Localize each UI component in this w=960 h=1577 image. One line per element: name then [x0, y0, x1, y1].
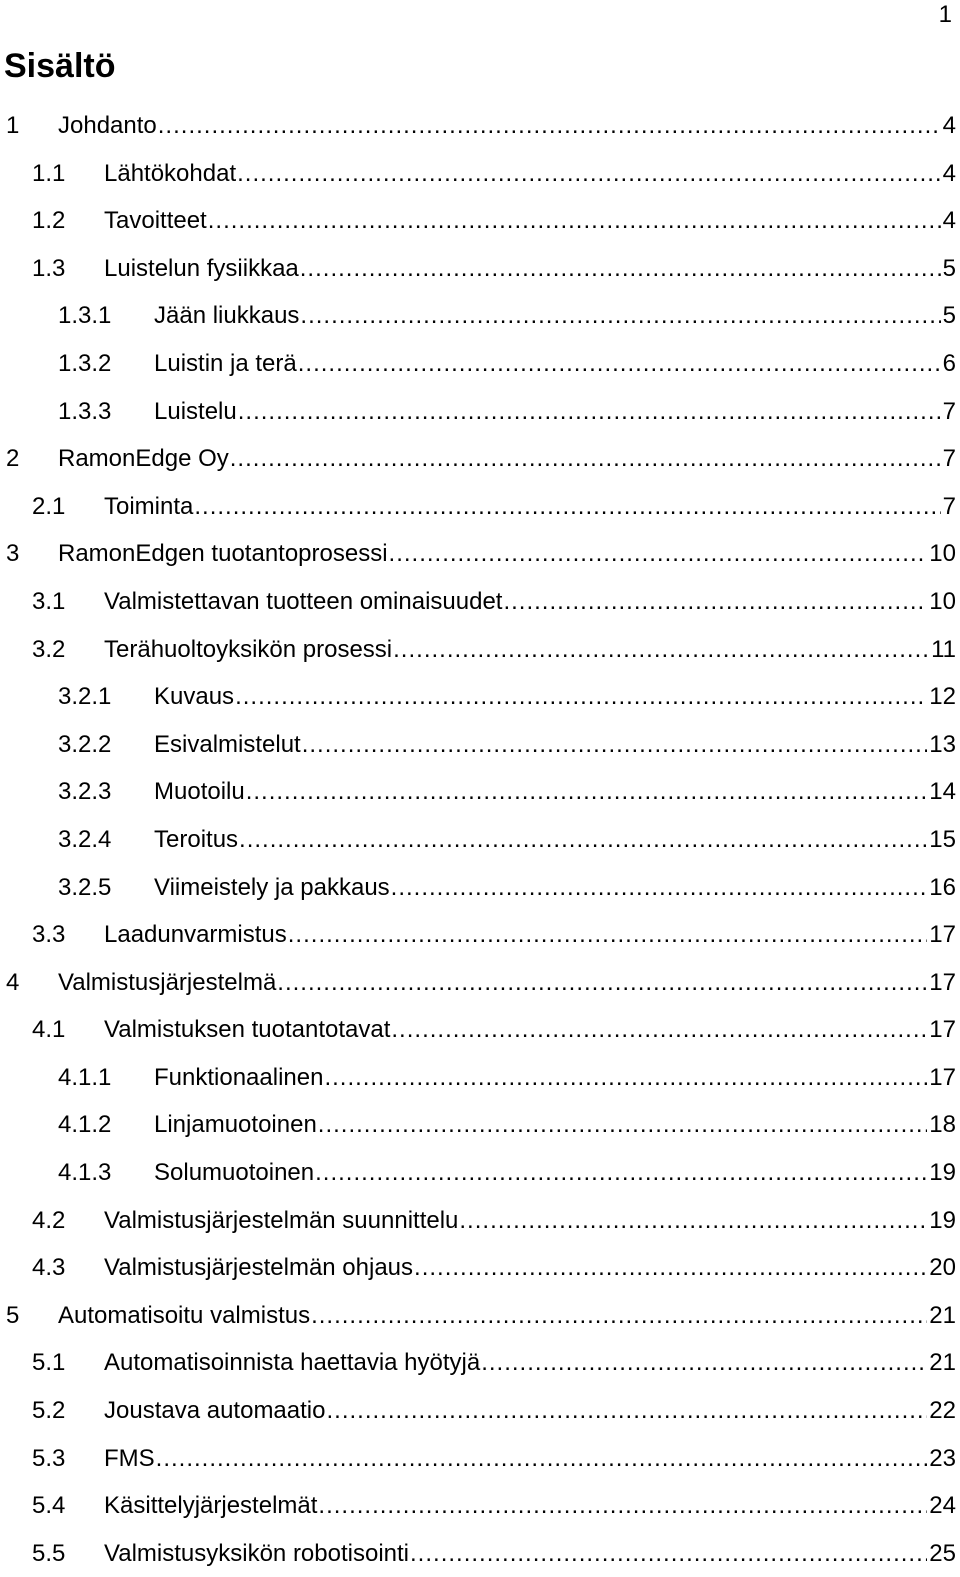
toc-entry[interactable] — [0, 1054, 960, 1102]
toc-entry-line — [104, 1339, 956, 1387]
toc-entry[interactable] — [0, 102, 960, 150]
toc-entry-line — [104, 911, 956, 959]
toc-entry-number: 1.1 — [32, 159, 66, 187]
toc-entry-page: 23 — [929, 1444, 956, 1472]
toc-entry[interactable] — [0, 578, 960, 626]
toc-entry[interactable] — [0, 626, 960, 674]
toc-entry-number: 5.3 — [32, 1444, 66, 1472]
toc-entry[interactable] — [0, 1006, 960, 1054]
toc-entry-title: Automatisoitu valmistus — [58, 1301, 311, 1329]
toc-entry-number: 5 — [6, 1301, 20, 1329]
toc-dot-leader — [237, 150, 941, 198]
toc-entry[interactable] — [0, 1387, 960, 1435]
toc-entry-title: Tavoitteet — [104, 207, 207, 235]
toc-entry[interactable] — [0, 1339, 960, 1387]
toc-entry-page: 4 — [942, 159, 956, 187]
toc-entry[interactable] — [0, 245, 960, 293]
toc-entry-page: 4 — [942, 207, 956, 235]
toc-entry[interactable] — [0, 1435, 960, 1483]
toc-entry-page: 17 — [929, 921, 956, 949]
toc-entry[interactable] — [0, 911, 960, 959]
toc-entry-line — [104, 578, 956, 626]
toc-entry-page: 10 — [929, 540, 956, 568]
toc-entry-title: Valmistettavan tuotteen ominaisuudet — [104, 587, 503, 615]
toc-entry-line — [154, 1054, 956, 1102]
toc-entry-line — [104, 1006, 956, 1054]
toc-entry-line — [154, 673, 956, 721]
toc-entry-page: 11 — [931, 635, 956, 663]
toc-entry-line — [154, 768, 956, 816]
toc-dot-leader — [194, 483, 940, 531]
toc-entry-title: Joustava automaatio — [104, 1397, 326, 1425]
toc-dot-leader — [391, 864, 928, 912]
toc-dot-leader — [459, 1197, 927, 1245]
toc-entry-number: 3 — [6, 540, 20, 568]
toc-entry-page: 6 — [942, 349, 956, 377]
toc-entry-number: 1.2 — [32, 207, 66, 235]
toc-entry-line — [58, 102, 956, 150]
toc-entry-number: 3.1 — [32, 587, 66, 615]
toc-entry-page: 14 — [929, 778, 956, 806]
toc-entry-number: 3.2.2 — [58, 730, 112, 758]
toc-entry-number: 3.2.5 — [58, 873, 112, 901]
toc-entry-number: 2 — [6, 445, 20, 473]
toc-entry-number: 3.2.4 — [58, 825, 112, 853]
toc-entry[interactable] — [0, 388, 960, 436]
toc-entry[interactable] — [0, 435, 960, 483]
toc-entry[interactable] — [0, 1530, 960, 1577]
toc-entry-line — [104, 150, 956, 198]
toc-entry-page: 17 — [929, 1063, 956, 1091]
toc-entry-number: 5.2 — [32, 1397, 66, 1425]
toc-entry-title: RamonEdge Oy — [58, 445, 229, 473]
toc-dot-leader — [238, 388, 941, 436]
toc-entry-line — [104, 1435, 956, 1483]
toc-entry-number: 1 — [6, 112, 20, 139]
toc-entry-number: 4.3 — [32, 1254, 66, 1282]
toc-entry-title: Valmistusjärjestelmän ohjaus — [104, 1254, 414, 1282]
toc-entry-number: 3.2.1 — [58, 683, 112, 711]
toc-entry-title: Automatisoinnista haettavia hyötyjä — [104, 1349, 481, 1377]
toc-dot-leader — [311, 1292, 927, 1340]
toc-entry[interactable] — [0, 1244, 960, 1292]
toc-entry-line — [154, 292, 956, 340]
toc-entry-page: 5 — [942, 302, 956, 330]
toc-entry-page: 7 — [942, 445, 956, 473]
toc-entry-title: Valmistusyksikön robotisointi — [104, 1539, 410, 1567]
toc-entry[interactable] — [0, 340, 960, 388]
toc-entry[interactable] — [0, 721, 960, 769]
toc-dot-leader — [277, 959, 927, 1007]
toc-entry-line — [154, 816, 956, 864]
toc-dot-leader — [393, 626, 929, 674]
toc-entry-number: 4.1.1 — [58, 1063, 112, 1091]
toc-entry-number: 3.2 — [32, 635, 66, 663]
toc-entry-page: 25 — [929, 1539, 956, 1567]
toc-entry[interactable] — [0, 673, 960, 721]
toc-entry-line — [104, 197, 956, 245]
toc-entry[interactable] — [0, 292, 960, 340]
toc-entry-line — [104, 626, 956, 674]
toc-entry-number: 5.1 — [32, 1349, 66, 1377]
toc-entry-line — [58, 1292, 956, 1340]
toc-dot-leader — [246, 768, 928, 816]
toc-entry-page: 12 — [929, 683, 956, 711]
toc-entry-title: Valmistusjärjestelmä — [58, 968, 277, 996]
toc-entry-title: Jään liukkaus — [154, 302, 300, 330]
toc-entry-title: Valmistuksen tuotantotavat — [104, 1016, 391, 1044]
toc-entry-title: Lähtökohdat — [104, 159, 237, 187]
toc-entry-line — [104, 245, 956, 293]
toc-entry-title: Luistin ja terä — [154, 349, 297, 377]
toc-entry-page: 5 — [942, 254, 956, 282]
toc-entry[interactable] — [0, 864, 960, 912]
toc-entry-title: Laadunvarmistus — [104, 921, 287, 949]
toc-entry-page: 13 — [929, 730, 956, 758]
toc-dot-leader — [156, 1435, 928, 1483]
toc-entry-line — [154, 721, 956, 769]
toc-dot-leader — [300, 245, 941, 293]
toc-entry-page: 4 — [942, 112, 956, 139]
toc-entry-number: 4 — [6, 968, 20, 996]
toc-entry-line — [58, 530, 956, 578]
toc-entry-line — [154, 340, 956, 388]
toc-entry-page: 16 — [929, 873, 956, 901]
toc-entry-line — [104, 1387, 956, 1435]
toc-entry-line — [58, 435, 956, 483]
toc-entry-title: FMS — [104, 1444, 155, 1472]
toc-entry-title: Toiminta — [104, 492, 194, 520]
toc-entry-page: 17 — [929, 1016, 956, 1044]
toc-dot-leader — [208, 197, 941, 245]
toc-dot-leader — [230, 435, 941, 483]
toc-entry-title: Muotoilu — [154, 778, 245, 806]
toc-entry-title: Esivalmistelut — [154, 730, 301, 758]
toc-entry[interactable] — [0, 150, 960, 198]
toc-dot-leader — [324, 1054, 927, 1102]
toc-entry[interactable] — [0, 816, 960, 864]
toc-entry[interactable] — [0, 959, 960, 1007]
toc-entry[interactable] — [0, 768, 960, 816]
toc-entry[interactable] — [0, 1292, 960, 1340]
toc-entry-number: 5.4 — [32, 1492, 66, 1520]
toc-entry-page: 21 — [929, 1301, 956, 1329]
toc-entry-number: 5.5 — [32, 1539, 66, 1567]
toc-dot-leader — [315, 1149, 927, 1197]
toc-entry-line — [154, 864, 956, 912]
toc-entry-number: 1.3.3 — [58, 397, 112, 425]
toc-entry-page: 24 — [929, 1492, 956, 1520]
toc-entry-title: Valmistusjärjestelmän suunnittelu — [104, 1206, 459, 1234]
toc-dot-leader — [389, 530, 928, 578]
toc-entry[interactable] — [0, 197, 960, 245]
toc-entry-line — [104, 1244, 956, 1292]
toc-entry-page: 7 — [942, 492, 956, 520]
toc-entry-title: Luistelun fysiikkaa — [104, 254, 299, 282]
toc-entry-line — [154, 1149, 956, 1197]
toc-entry-page: 21 — [929, 1349, 956, 1377]
toc-entry-number: 3.2.3 — [58, 778, 112, 806]
toc-dot-leader — [300, 292, 940, 340]
toc-entry-number: 1.3.2 — [58, 349, 112, 377]
toc-entry[interactable] — [0, 1149, 960, 1197]
toc-dot-leader — [414, 1244, 927, 1292]
toc-entry-line — [104, 483, 956, 531]
toc-dot-leader — [503, 578, 927, 626]
toc-entry-number: 2.1 — [32, 492, 66, 520]
toc-entry-page: 15 — [929, 825, 956, 853]
toc-entry-page: 10 — [929, 587, 956, 615]
toc-dot-leader — [158, 102, 941, 150]
toc-entry-page: 19 — [929, 1159, 956, 1187]
toc-entry-page: 18 — [929, 1111, 956, 1139]
toc-dot-leader — [326, 1387, 927, 1435]
toc-entry[interactable] — [0, 1482, 960, 1530]
toc-entry-title: Terähuoltoyksikön prosessi — [104, 635, 393, 663]
toc-entry-title: Linjamuotoinen — [154, 1111, 317, 1139]
toc-entry-title: Käsittelyjärjestelmät — [104, 1492, 318, 1520]
toc-entry-page: 22 — [929, 1397, 956, 1425]
page-number: 1 — [938, 1, 952, 28]
toc-entry-number: 3.3 — [32, 921, 66, 949]
toc-entry-title: Teroitus — [154, 825, 239, 853]
toc-entry-line — [104, 1482, 956, 1530]
toc-entry-title: Johdanto — [58, 112, 157, 139]
toc-entry-title: Viimeistely ja pakkaus — [154, 873, 390, 901]
table-of-contents — [0, 102, 960, 1577]
toc-entry-title: Kuvaus — [154, 683, 235, 711]
toc-dot-leader — [391, 1006, 927, 1054]
toc-entry-page: 17 — [929, 968, 956, 996]
toc-entry-number: 1.3.1 — [58, 302, 112, 330]
toc-dot-leader — [302, 721, 928, 769]
toc-dot-leader — [239, 816, 927, 864]
toc-entry[interactable] — [0, 530, 960, 578]
toc-entry-number: 4.1.2 — [58, 1111, 112, 1139]
toc-entry-line — [154, 388, 956, 436]
toc-entry-page: 7 — [942, 397, 956, 425]
toc-entry-line — [58, 959, 956, 1007]
toc-entry[interactable] — [0, 483, 960, 531]
toc-dot-leader — [318, 1101, 928, 1149]
toc-dot-leader — [481, 1339, 927, 1387]
toc-dot-leader — [410, 1530, 927, 1577]
toc-entry-number: 4.1 — [32, 1016, 66, 1044]
toc-dot-leader — [318, 1482, 927, 1530]
toc-entry-number: 1.3 — [32, 254, 66, 282]
toc-entry[interactable] — [0, 1197, 960, 1245]
toc-entry[interactable] — [0, 1101, 960, 1149]
toc-dot-leader — [288, 911, 928, 959]
toc-entry-line — [104, 1530, 956, 1577]
toc-dot-leader — [235, 673, 927, 721]
toc-entry-page: 20 — [929, 1254, 956, 1282]
toc-entry-title: Solumuotoinen — [154, 1159, 315, 1187]
toc-entry-title: Funktionaalinen — [154, 1063, 324, 1091]
toc-entry-page: 19 — [929, 1206, 956, 1234]
toc-entry-line — [104, 1197, 956, 1245]
toc-title: Sisältö — [4, 47, 116, 85]
toc-entry-number: 4.1.3 — [58, 1159, 112, 1187]
toc-entry-line — [154, 1101, 956, 1149]
toc-dot-leader — [298, 340, 941, 388]
toc-entry-title: RamonEdgen tuotantoprosessi — [58, 540, 388, 568]
toc-entry-title: Luistelu — [154, 397, 237, 425]
toc-entry-number: 4.2 — [32, 1206, 66, 1234]
